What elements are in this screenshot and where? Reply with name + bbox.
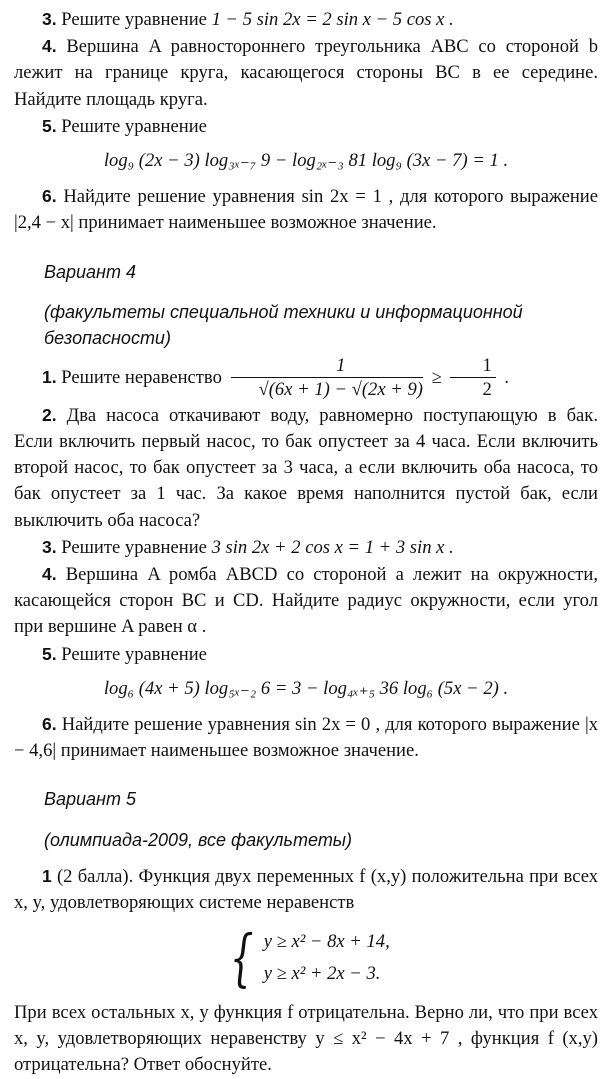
system-line-1: y ≥ x² − 8x + 14, — [263, 931, 390, 953]
problem-text: Вершина A равностороннего треугольника ABC со стороной b лежит на границе круга, касающегося стороны BC в ее середине. Найдите площадь круга. — [14, 36, 598, 110]
problem-text: Найдите решение уравнения sin 2x = 1 , для которого выражение |2,4 − x| принимает наименьшее возможное значение. — [14, 186, 598, 234]
log-equation: log₉ (2x − 3) log₃ₓ₋₇ 9 − log₂ₓ₋₃ 81 log₉ (3x − 7) = 1 . — [103, 150, 509, 172]
problem-3 — [14, 534, 598, 561]
problem-2 — [14, 402, 598, 534]
problem-5 — [14, 113, 598, 140]
problem-points: (2 балла). — [56, 865, 134, 887]
variant-5-faculty: (олимпиада-2009, все факультеты) — [44, 829, 353, 850]
problem-text: Решите неравенство — [61, 366, 222, 388]
rhs-fraction — [450, 355, 495, 402]
problem-text: Функция двух переменных f (x,y) положительна при всех x, y, удовлетворяющих системе неравенств — [14, 865, 598, 913]
rhs-numerator: 1 — [450, 355, 495, 378]
left-brace: { — [230, 921, 254, 995]
problem-1 — [14, 863, 598, 916]
problem-number: 4 . — [42, 564, 57, 584]
variant-5-title: Вариант 5 — [44, 789, 136, 810]
problem-number: 5 . — [42, 116, 57, 136]
problem-number: 2 . — [42, 405, 57, 425]
problem-text: Два насоса откачивают воду, равномерно поступающую в бак. Если включить первый насос, то бак опустеет за 4 часа. Если включить второй насос, то бак опустеет за 3 часа, а если включить оба насоса, то бак опустеет за 1 час. За какое время наполнится пустой бак, если выключить оба насоса? — [14, 404, 598, 531]
problem-number: 3 . — [42, 9, 57, 29]
system-line-2: y ≥ x² + 2x − 3. — [263, 963, 381, 985]
problem-text: Решите уравнение — [61, 115, 207, 137]
log-equation: log₆ (4x + 5) log₅ₓ₋₂ 6 = 3 − log₄ₓ₊₅ 36 log₆ (5x − 2) . — [103, 677, 509, 699]
problem-number: 6 . — [42, 714, 57, 734]
relation-sign: ≥ — [431, 366, 442, 388]
equation: 1 − 5 sin 2x = 2 sin x − 5 cos x . — [211, 9, 454, 30]
problem-text: Найдите решение уравнения sin 2x = 0 , для которого выражение |x − 4,6| принимает наименьшее возможное значение. — [14, 714, 598, 762]
inequality-fraction — [231, 355, 423, 402]
fraction-denominator: √(6x + 1) − √(2x + 9) — [258, 378, 423, 400]
equation: 3 sin 2x + 2 cos x = 1 + 3 sin x . — [211, 536, 454, 558]
problem-continuation: При всех остальных x, y функция f отрицательна. Верно ли, что при всех x, y, удовлетворяющих неравенству y ≤ x² − 4x + 7 , функция f (x,y) отрицательна? Ответ обоснуйте. — [14, 1002, 598, 1076]
problem-text: Решите уравнение — [61, 643, 207, 665]
problem-number: 1 . — [42, 367, 57, 387]
problem-text: Решите уравнение — [61, 536, 207, 558]
problem-3 — [14, 6, 598, 33]
problem-6 — [14, 183, 598, 236]
problem-number: 3 . — [42, 537, 57, 557]
problem-4 — [14, 33, 598, 113]
problem-text: Решите уравнение — [61, 9, 207, 30]
variant-4-title: Вариант 4 — [44, 261, 136, 282]
problem-number: 4 . — [42, 36, 57, 56]
problem-number: 1 — [42, 865, 52, 886]
inequality-system — [14, 921, 598, 995]
problem-6 — [14, 711, 598, 764]
problem-number: 6 . — [42, 186, 57, 206]
system-lines — [264, 926, 390, 990]
problem-number: 5 . — [42, 644, 57, 664]
problem-5 — [14, 641, 598, 668]
fraction-numerator: 1 — [231, 355, 423, 378]
problem-4 — [14, 561, 598, 641]
problem-text: Вершина A ромба ABCD со стороной a лежит на окружности, касающейся сторон BC и CD. Найдите радиус окружности, если угол при вершине A равен α . — [14, 564, 598, 638]
variant-4-faculty: (факультеты специальной техники и информационной безопасности) — [44, 301, 523, 348]
end-period: . — [504, 366, 510, 388]
rhs-denominator: 2 — [482, 378, 492, 400]
problem-1 — [14, 355, 598, 402]
